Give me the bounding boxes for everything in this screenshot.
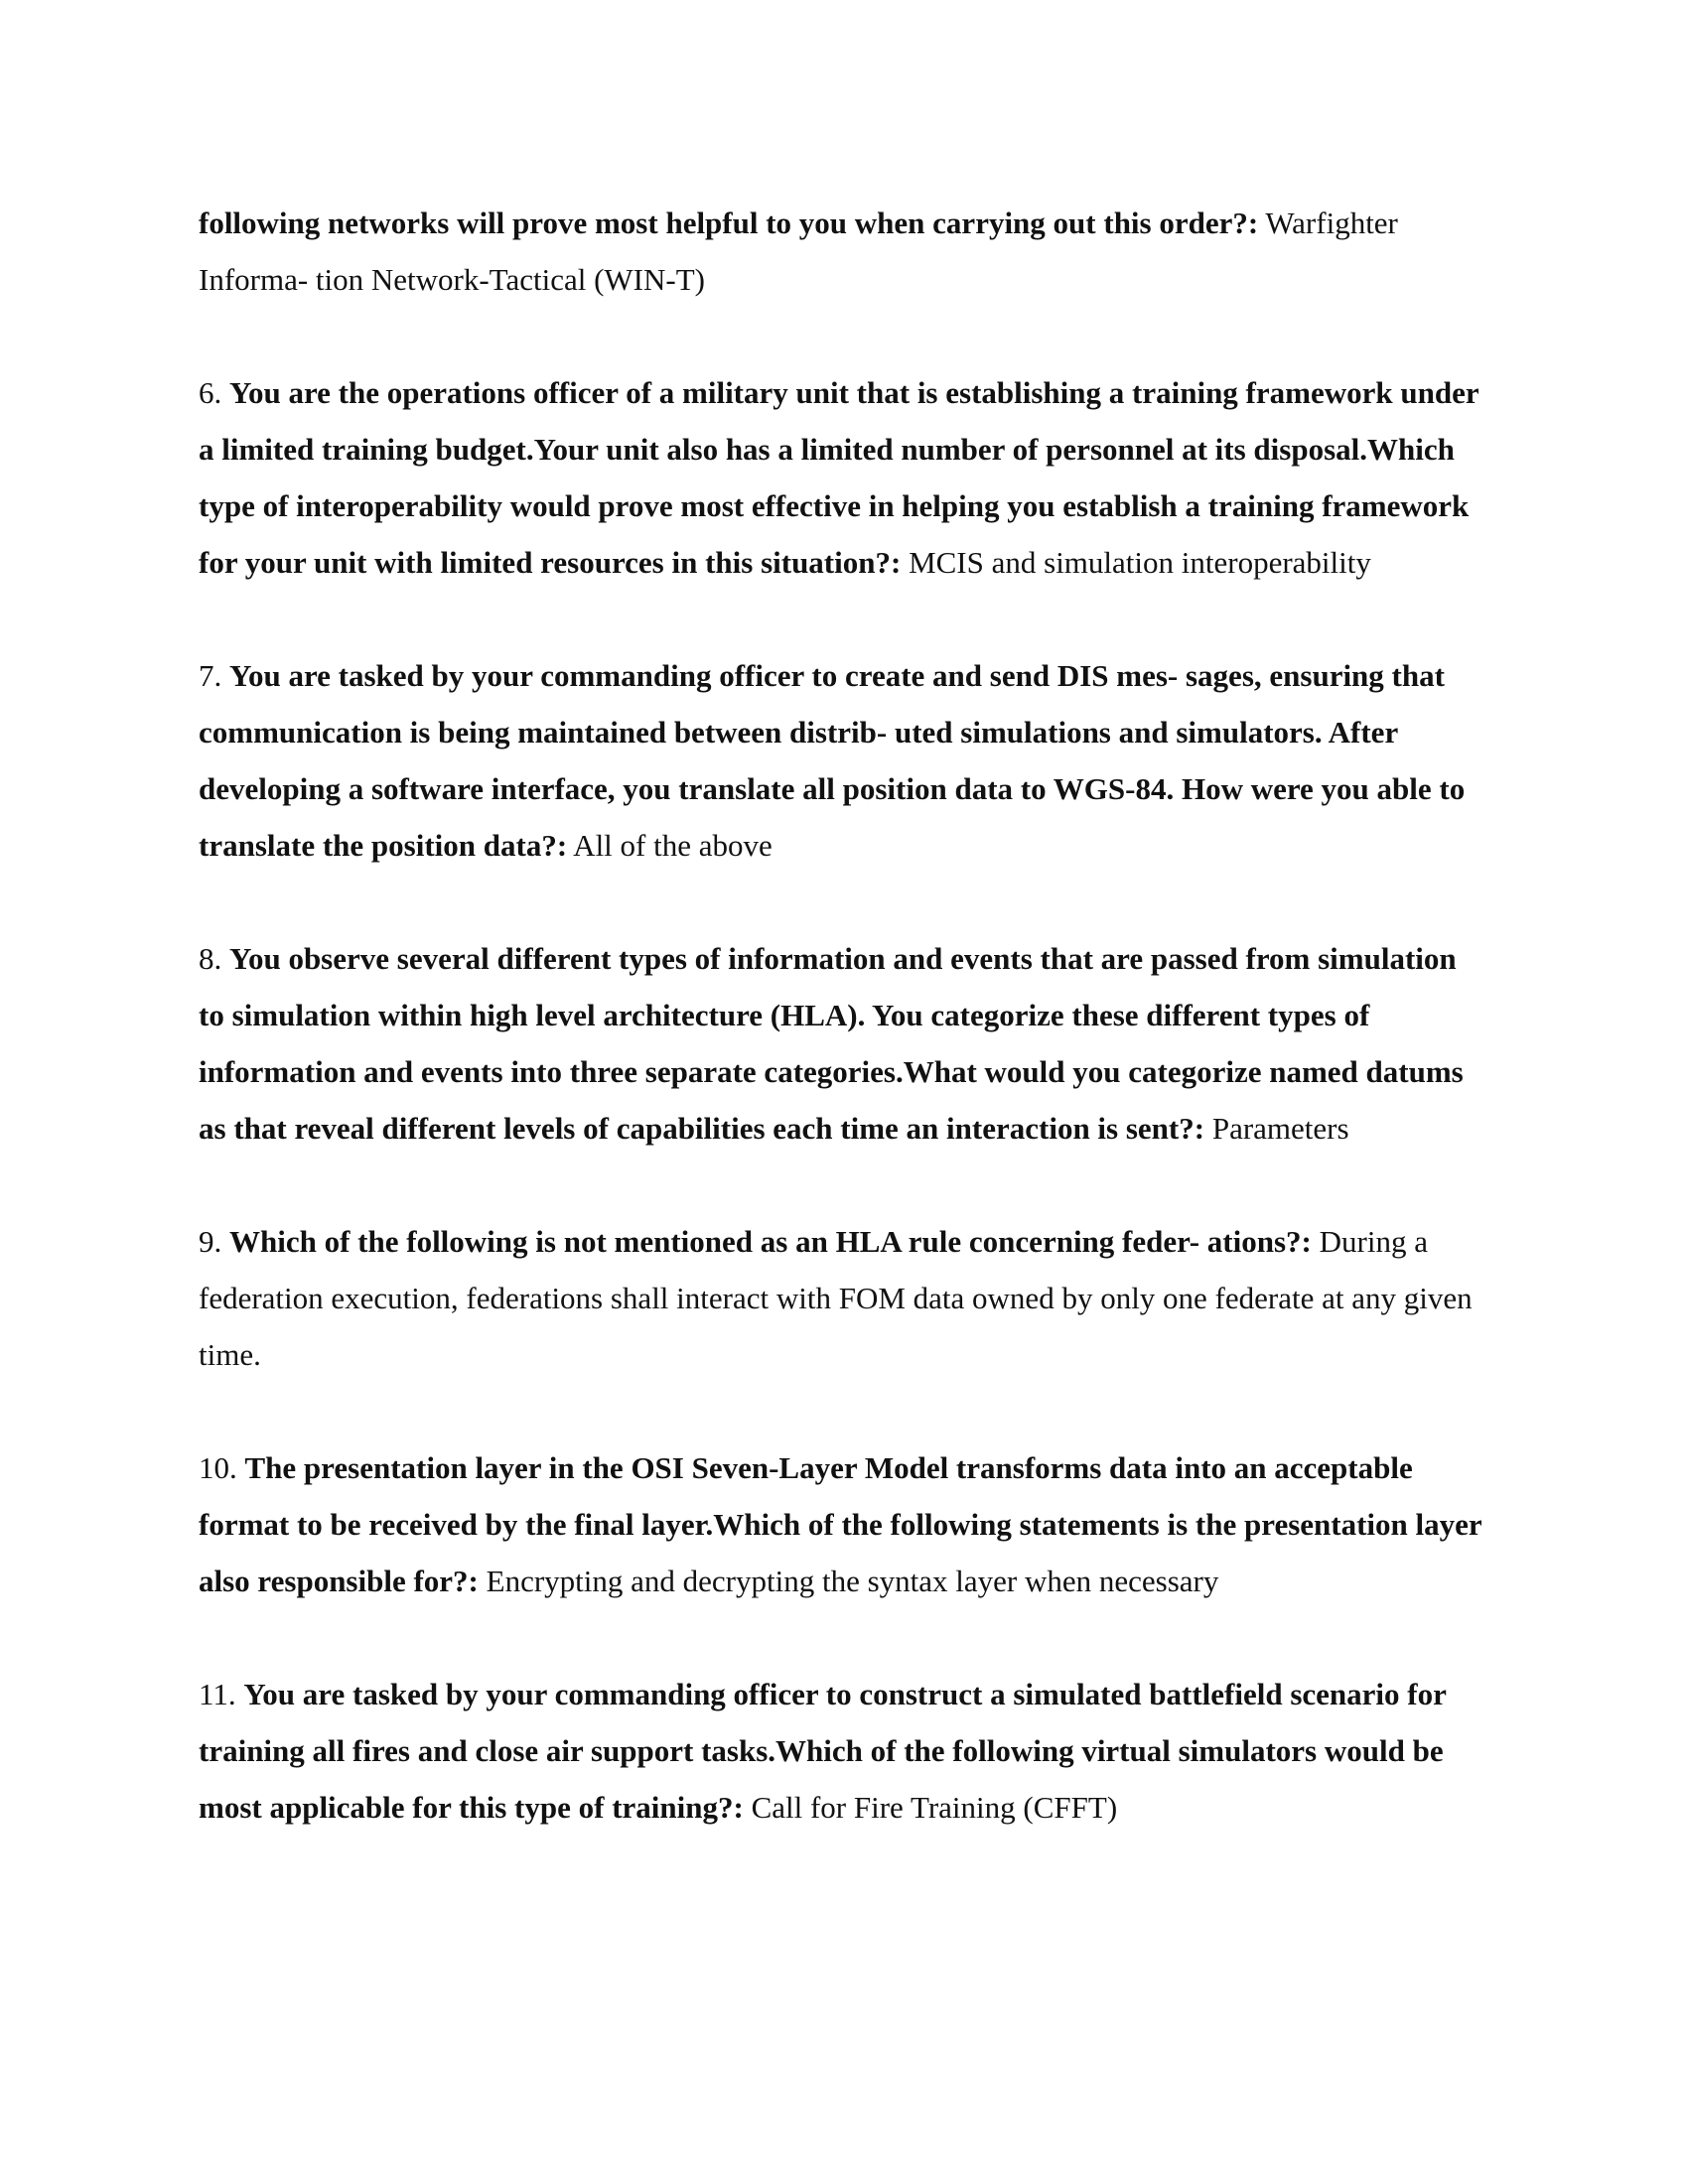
document-page	[199, 195, 1489, 1892]
qa-item-continued	[199, 195, 1489, 308]
qa-item-7	[199, 647, 1489, 874]
qa-item-8	[199, 930, 1489, 1157]
question-number: 7.	[199, 658, 229, 693]
question-number: 6.	[199, 375, 229, 410]
qa-item-10	[199, 1439, 1489, 1609]
question-text: You are the operations officer of a military unit that is establishing a training framework under a limited training budget.Your unit also has a limited number of personnel at its disposal.Which type of interoperability would prove most effective in helping you establish a training framework for your unit with limited resources in this situation?:	[199, 375, 1479, 580]
answer-text: Parameters	[1204, 1111, 1349, 1146]
question-text: You are tasked by your commanding officer to construct a simulated battlefield scenario for training all fires and close air support tasks.Which of the following virtual simulators would be most applicable for this type of training?:	[199, 1677, 1447, 1825]
question-number: 11.	[199, 1677, 244, 1711]
question-number: 9.	[199, 1224, 229, 1259]
question-text: The presentation layer in the OSI Seven-Layer Model transforms data into an acceptable format to be received by the final layer.Which of the following statements is the presentation layer also responsible for?:	[199, 1450, 1482, 1598]
question-number: 10.	[199, 1450, 245, 1485]
answer-text: During a federation execution, federations shall interact with FOM data owned by only one federate at any given time.	[199, 1224, 1473, 1372]
question-text: You observe several different types of information and events that are passed from simulation to simulation within high level architecture (HLA). You categorize these different types of information and events into three separate categories.What would you categorize named datums as that reveal different levels of capabilities each time an interaction is sent?:	[199, 941, 1464, 1146]
question-text: Which of the following is not mentioned as an HLA rule concerning feder- ations?:	[229, 1224, 1312, 1259]
answer-text: Encrypting and decrypting the syntax layer when necessary	[478, 1564, 1219, 1598]
answer-text: Warfighter Informa- tion Network-Tactical (WIN-T)	[199, 205, 1398, 297]
qa-item-6	[199, 364, 1489, 591]
answer-text: MCIS and simulation interoperability	[901, 545, 1371, 580]
question-text: following networks will prove most helpful to you when carrying out this order?:	[199, 205, 1259, 240]
answer-text: Call for Fire Training (CFFT)	[743, 1790, 1118, 1825]
qa-item-9	[199, 1213, 1489, 1383]
question-number: 8.	[199, 941, 229, 976]
question-text: You are tasked by your commanding officer to create and send DIS mes- sages, ensuring that communication is being maintained between distrib- uted simulations and simulators. After developing a software interface, you translate all position data to WGS-84. How were you able to translate the position data?:	[199, 658, 1466, 863]
answer-text: All of the above	[567, 828, 773, 863]
qa-item-11	[199, 1666, 1489, 1836]
